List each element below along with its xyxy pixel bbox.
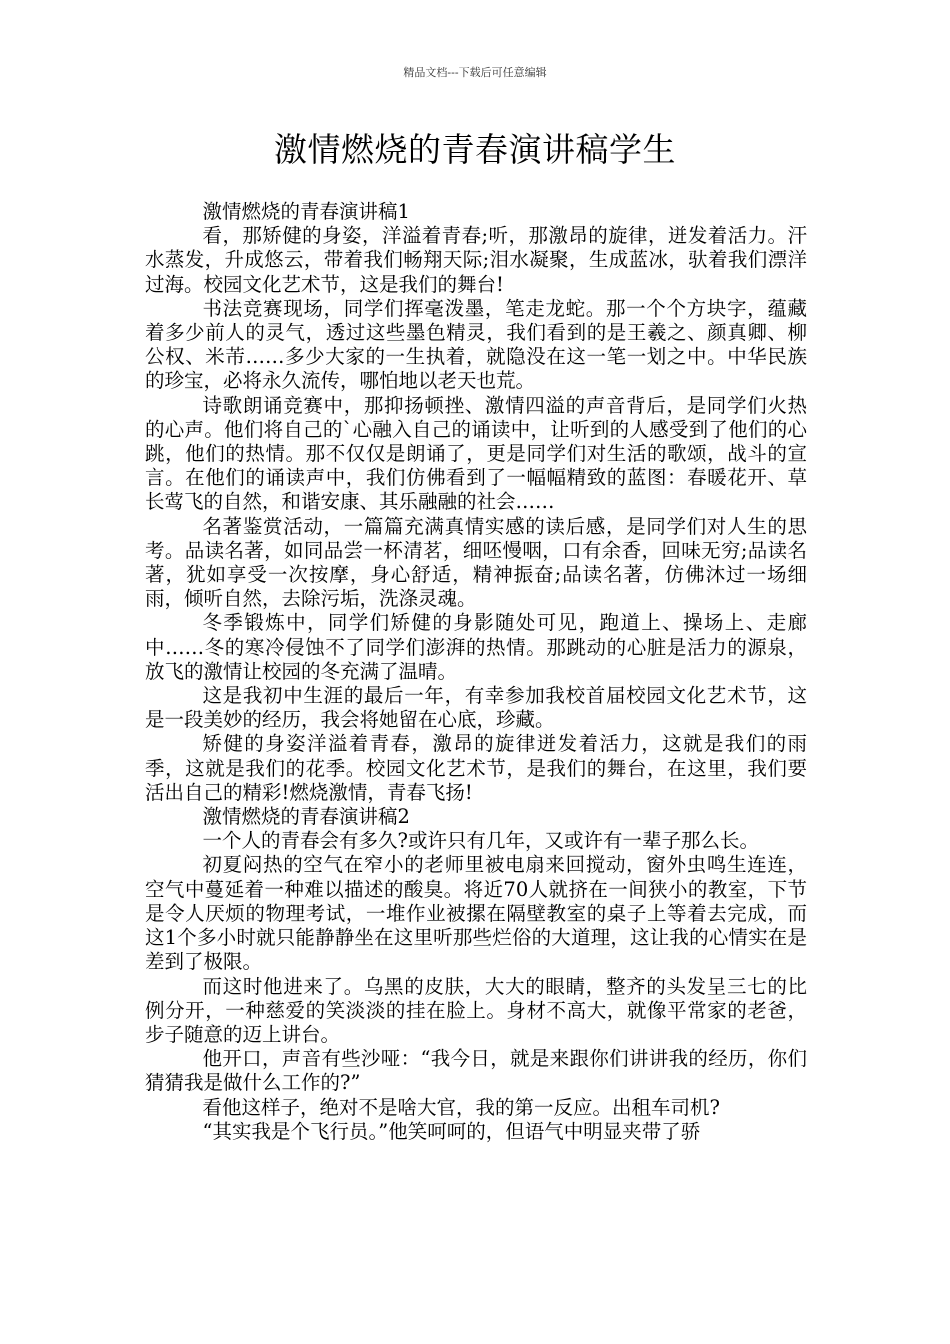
paragraph: 一个人的青春会有多久?或许只有几年，又或许有一辈子那么长。 xyxy=(202,829,759,853)
page-header: 精品文档---下载后可任意编辑 xyxy=(403,66,547,79)
section-heading: 激情燃烧的青春演讲稿2 xyxy=(202,805,410,829)
paragraph: 他开口，声音有些沙哑：“我今日，就是来跟你们讲讲我的经历，你们猜猜我是做什么工作的?” xyxy=(145,1047,807,1095)
paragraph: 诗歌朗诵竞赛中，那抑扬顿挫、激情四溢的声音背后，是同学们火热的心声。他们将自己的`心融入自己的诵读中，让听到的人感受到了他们的心跳，他们的热情。那不仅仅是朗诵了，更是同学们对生活的歌颂，战斗的宣言。在他们的诵读声中，我们仿佛看到了一幅幅精致的蓝图：春暖花开、草长莺飞的自然，和谐安康、其乐融融的社会…… xyxy=(145,393,807,514)
paragraph: 矫健的身姿洋溢着青春，激昂的旋律迸发着活力，这就是我们的雨季，这就是我们的花季。校园文化艺术节，是我们的舞台，在这里，我们要活出自己的精彩!燃烧激情，青春飞扬! xyxy=(145,732,807,804)
paragraph: 这是我初中生涯的最后一年，有幸参加我校首届校园文化艺术节，这是一段美妙的经历，我会将她留在心底，珍藏。 xyxy=(145,684,807,732)
paragraph: 而这时他进来了。乌黑的皮肤，大大的眼睛，整齐的头发呈三七的比例分开，一种慈爱的笑淡淡的挂在脸上。身材不高大，就像平常家的老爸，步子随意的迈上讲台。 xyxy=(145,974,807,1046)
document-title: 激情燃烧的青春演讲稿学生 xyxy=(274,130,676,169)
paragraph: 冬季锻炼中，同学们矫健的身影随处可见，跑道上、操场上、走廊中……冬的寒冷侵蚀不了同学们澎湃的热情。那跳动的心脏是活力的源泉，放飞的激情让校园的冬充满了温晴。 xyxy=(145,611,807,683)
paragraph: 名著鉴赏活动，一篇篇充满真情实感的读后感，是同学们对人生的思考。品读名著，如同品尝一杯清茗，细呸慢咽，口有余香，回味无穷;品读名著，犹如享受一次按摩，身心舒适，精神振奋;品读名著，仿佛沐过一场细雨，倾听自然，去除污垢，洗涤灵魂。 xyxy=(145,514,807,611)
section-heading: 激情燃烧的青春演讲稿1 xyxy=(202,200,410,223)
paragraph: 看，那矫健的身姿，洋溢着青春;听，那激昂的旋律，迸发着活力。汗水蒸发，升成悠云，带着我们畅翔天际;泪水凝聚，生成蓝冰，驮着我们漂洋过海。校园文化艺术节，这是我们的舞台! xyxy=(145,224,807,296)
document-body xyxy=(145,200,807,1144)
paragraph: “其实我是个飞行员。”他笑呵呵的，但语气中明显夹带了骄 xyxy=(202,1119,701,1143)
paragraph: 初夏闷热的空气在窄小的老师里被电扇来回搅动，窗外虫鸣生连连，空气中蔓延着一种难以描述的酸臭。将近70人就挤在一间狭小的教室，下节是令人厌烦的物理考试，一堆作业被摞在隔壁教室的桌子上等着去完成，而这1个多小时就只能静静坐在这里听那些烂俗的大道理，这让我的心情实在是差到了极限。 xyxy=(145,853,807,974)
paragraph: 看他这样子，绝对不是啥大官，我的第一反应。出租车司机? xyxy=(202,1095,720,1119)
paragraph: 书法竞赛现场，同学们挥毫泼墨，笔走龙蛇。那一个个方块字，蕴藏着多少前人的灵气，透过这些墨色精灵，我们看到的是王羲之、颜真卿、柳公权、米芾……多少大家的一生执着，就隐没在这一笔一划之中。中华民族的珍宝，必将永久流传，哪怕地以老天也荒。 xyxy=(145,296,807,393)
